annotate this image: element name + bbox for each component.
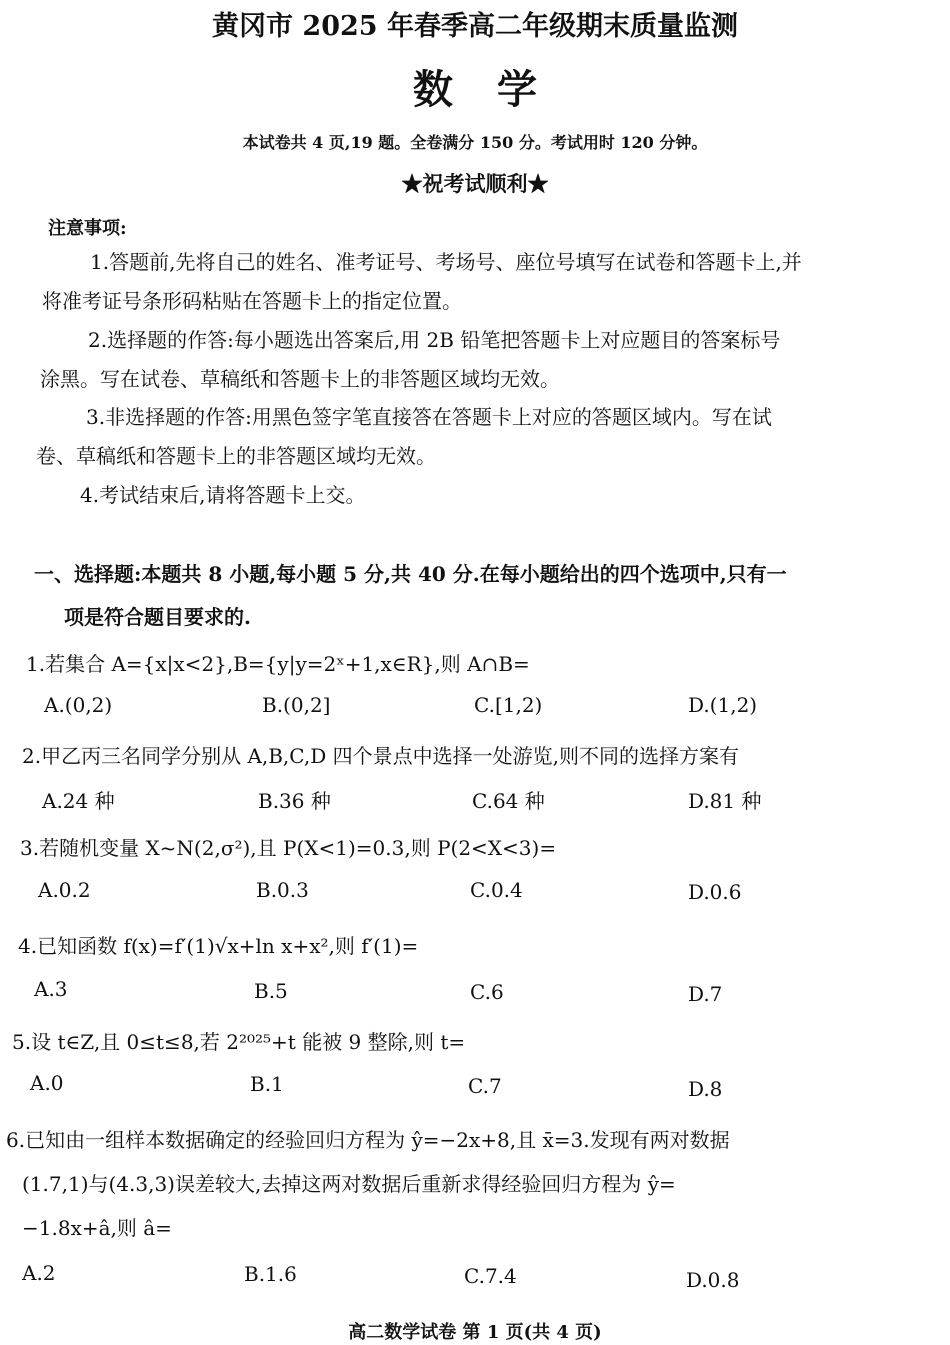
option-b: B.5 — [254, 979, 288, 1003]
section-heading-cont: 项是符合题目要求的. — [64, 605, 251, 629]
option-a: A.2 — [22, 1261, 56, 1285]
option-a: A.(0,2) — [44, 693, 113, 717]
option-a: A.3 — [34, 977, 68, 1001]
notice-line: 4.考试结束后,请将答题卡上交。 — [80, 483, 366, 507]
option-c: C.64 种 — [472, 789, 545, 813]
option-b: B.36 种 — [258, 789, 331, 813]
option-b: B.(0,2] — [262, 693, 331, 717]
option-c: C.7 — [468, 1074, 502, 1098]
notice-line: 2.选择题的作答:每小题选出答案后,用 2B 铅笔把答题卡上对应题目的答案标号 — [88, 328, 781, 352]
question-stem: 6.已知由一组样本数据确定的经验回归方程为 ŷ=−2x+8,且 x̄=3.发现有两对数据 — [6, 1128, 730, 1152]
question-stem-cont: (1.7,1)与(4.3,3)误差较大,去掉这两对数据后重新求得经验回归方程为 ŷ= — [22, 1172, 676, 1196]
option-a: A.24 种 — [42, 789, 115, 813]
question-stem: 5.设 t∈Z,且 0≤t≤8,若 2²⁰²⁵+t 能被 9 整除,则 t= — [12, 1030, 466, 1054]
option-d: D.7 — [688, 982, 723, 1006]
good-luck-banner: ★祝考试顺利★ — [401, 171, 549, 196]
section-heading: 一、选择题:本题共 8 小题,每小题 5 分,共 40 分.在每小题给出的四个选项中,只有一 — [34, 562, 787, 586]
exam-title: 黄冈市 2025 年春季高二年级期末质量监测 — [212, 11, 738, 42]
notice-line: 1.答题前,先将自己的姓名、准考证号、考场号、座位号填写在试卷和答题卡上,并 — [90, 250, 802, 274]
option-a: A.0.2 — [38, 878, 91, 902]
question-stem: 1.若集合 A={x|x<2},B={y|y=2ˣ+1,x∈R},则 A∩B= — [26, 652, 530, 676]
option-d: D.8 — [688, 1077, 723, 1101]
option-a: A.0 — [30, 1071, 64, 1095]
question-stem: 4.已知函数 f(x)=f′(1)√x+ln x+x²,则 f′(1)= — [18, 934, 419, 958]
option-b: B.1 — [250, 1072, 284, 1096]
subject-title: 数学 — [413, 66, 581, 113]
question-stem: 2.甲乙丙三名同学分别从 A,B,C,D 四个景点中选择一处游览,则不同的选择方案有 — [22, 744, 739, 768]
option-d: D.0.8 — [686, 1268, 740, 1292]
option-b: B.1.6 — [244, 1262, 297, 1286]
option-d: D.(1,2) — [688, 693, 758, 717]
option-c: C.0.4 — [470, 878, 523, 902]
option-c: C.[1,2) — [474, 693, 543, 717]
option-b: B.0.3 — [256, 878, 309, 902]
page-footer: 高二数学试卷 第 1 页(共 4 页) — [348, 1322, 602, 1343]
notice-heading: 注意事项: — [48, 218, 127, 239]
notice-line: 将准考证号条形码粘贴在答题卡上的指定位置。 — [42, 289, 462, 313]
notice-line: 涂黑。写在试卷、草稿纸和答题卡上的非答题区域均无效。 — [40, 367, 560, 391]
notice-line: 3.非选择题的作答:用黑色签字笔直接答在答题卡上对应的答题区域内。写在试 — [86, 405, 772, 429]
option-d: D.81 种 — [688, 789, 762, 813]
option-d: D.0.6 — [688, 880, 742, 904]
option-c: C.7.4 — [464, 1264, 517, 1288]
notice-line: 卷、草稿纸和答题卡上的非答题区域均无效。 — [36, 444, 436, 468]
option-c: C.6 — [470, 980, 504, 1004]
question-stem-cont: −1.8x+â,则 â= — [22, 1216, 172, 1240]
question-stem: 3.若随机变量 X~N(2,σ²),且 P(X<1)=0.3,则 P(2<X<3)= — [20, 836, 557, 860]
exam-info: 本试卷共 4 页,19 题。全卷满分 150 分。考试用时 120 分钟。 — [242, 133, 708, 152]
